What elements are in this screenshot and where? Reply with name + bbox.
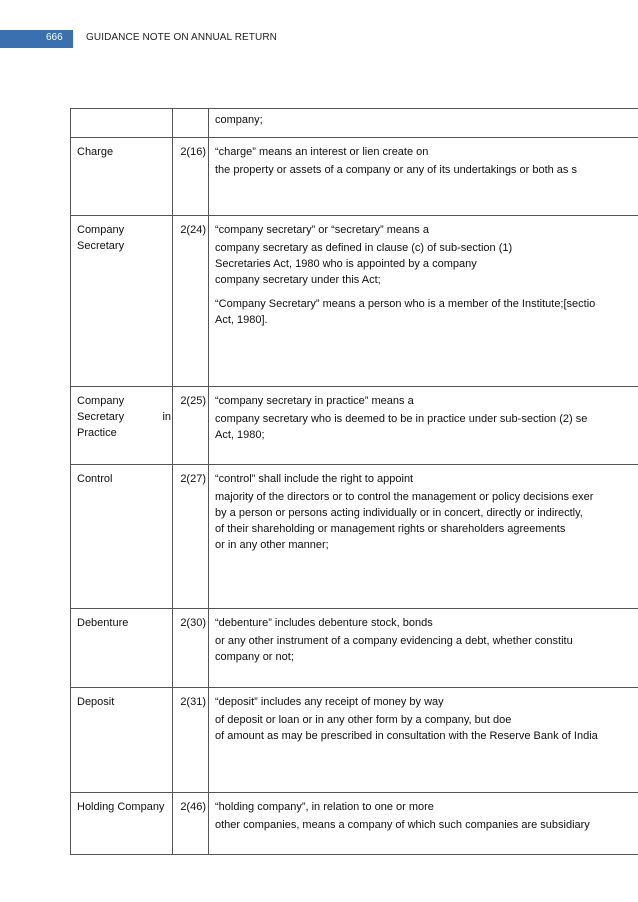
section-number: 2(30): [180, 617, 206, 629]
definition-cell: [209, 109, 638, 138]
definition-line: “Company Secretary” means a person who is a member of the Institute;[sectio: [215, 298, 596, 310]
definition-line: of deposit or loan or in any other form by a company, but doe: [215, 714, 512, 726]
term-cell: [71, 138, 173, 215]
table-row: [71, 137, 638, 215]
section-cell: [173, 387, 209, 464]
section-number: 2(16): [180, 146, 206, 158]
definition-line: of their shareholding or management rights or shareholders agreements: [215, 523, 566, 535]
definition-line: Secretaries Act, 1980 who is appointed by a company: [215, 258, 477, 270]
definition-line: “deposit” includes any receipt of money by way: [215, 696, 444, 708]
running-header-title: GUIDANCE NOTE ON ANNUAL RETURN: [86, 32, 277, 43]
term-cell: [71, 688, 173, 792]
definition-line: by a person or persons acting individually or in concert, directly or indirectly,: [215, 507, 583, 519]
definition-line: company secretary as defined in clause (c) of sub-section (1): [215, 242, 513, 254]
section-cell: [173, 109, 209, 138]
section-cell: [173, 688, 209, 792]
definition-line: other companies, means a company of which such companies are subsidiary: [215, 819, 590, 831]
term-text: Control: [77, 473, 113, 485]
term-text: Practice: [77, 427, 117, 439]
term-text: Holding Company: [77, 801, 165, 813]
definition-line: company;: [215, 114, 263, 126]
section-cell: [173, 216, 209, 386]
definition-cell: [209, 138, 638, 215]
term-cell: [71, 465, 173, 608]
term-text-justified: [77, 409, 171, 425]
definition-line: majority of the directors or to control the management or policy decisions exer: [215, 491, 594, 503]
section-number: 2(25): [180, 395, 206, 407]
term-text: Charge: [77, 146, 114, 158]
section-cell: [173, 793, 209, 854]
term-word: Secretary: [77, 411, 125, 423]
section-number: 2(27): [180, 473, 206, 485]
definition-line: “control” shall include the right to appoint: [215, 473, 414, 485]
definition-line: “company secretary” or “secretary” means a: [215, 224, 429, 236]
term-text: Company: [77, 395, 125, 407]
term-cell: [71, 609, 173, 687]
table-row: [71, 464, 638, 608]
definition-line: “holding company”, in relation to one or more: [215, 801, 434, 813]
section-cell: [173, 138, 209, 215]
definition-line: of amount as may be prescribed in consultation with the Reserve Bank of India: [215, 730, 598, 742]
definition-cell: [209, 793, 638, 854]
definition-cell: [209, 216, 638, 386]
definition-cell: [209, 609, 638, 687]
definition-cell: [209, 465, 638, 608]
definition-cell: [209, 688, 638, 792]
term-text: Company: [77, 224, 125, 236]
section-number: 2(46): [180, 801, 206, 813]
term-cell: [71, 793, 173, 854]
term-cell: [71, 216, 173, 386]
section-cell: [173, 609, 209, 687]
table-row: [71, 792, 638, 854]
section-number: 2(31): [180, 696, 206, 708]
section-cell: [173, 465, 209, 608]
definition-line: “company secretary in practice” means a: [215, 395, 414, 407]
definition-line: “debenture” includes debenture stock, bonds: [215, 617, 433, 629]
definition-line: Act, 1980;: [215, 429, 265, 441]
page-number: 666: [46, 32, 63, 43]
definitions-table: [70, 108, 638, 855]
definition-line: company secretary under this Act;: [215, 274, 381, 286]
section-number: 2(24): [180, 224, 206, 236]
table-row: [71, 386, 638, 464]
definition-cell: [209, 387, 638, 464]
term-cell: [71, 387, 173, 464]
definition-line: company secretary who is deemed to be in practice under sub-section (2) se: [215, 413, 588, 425]
definition-line: Act, 1980].: [215, 314, 268, 326]
table-row: [71, 215, 638, 386]
table-row: [71, 687, 638, 792]
table-row: [71, 608, 638, 687]
term-cell: [71, 109, 173, 138]
definition-line: or any other instrument of a company evidencing a debt, whether constitu: [215, 635, 573, 647]
definition-line: “charge” means an interest or lien create on: [215, 146, 429, 158]
definition-line: or in any other manner;: [215, 539, 329, 551]
term-text: Deposit: [77, 696, 115, 708]
table-row: [71, 108, 638, 138]
term-word: in: [162, 411, 171, 423]
term-text: Debenture: [77, 617, 129, 629]
definition-line: company or not;: [215, 651, 294, 663]
definition-line: the property or assets of a company or any of its undertakings or both as s: [215, 164, 577, 176]
term-text: Secretary: [77, 240, 125, 252]
